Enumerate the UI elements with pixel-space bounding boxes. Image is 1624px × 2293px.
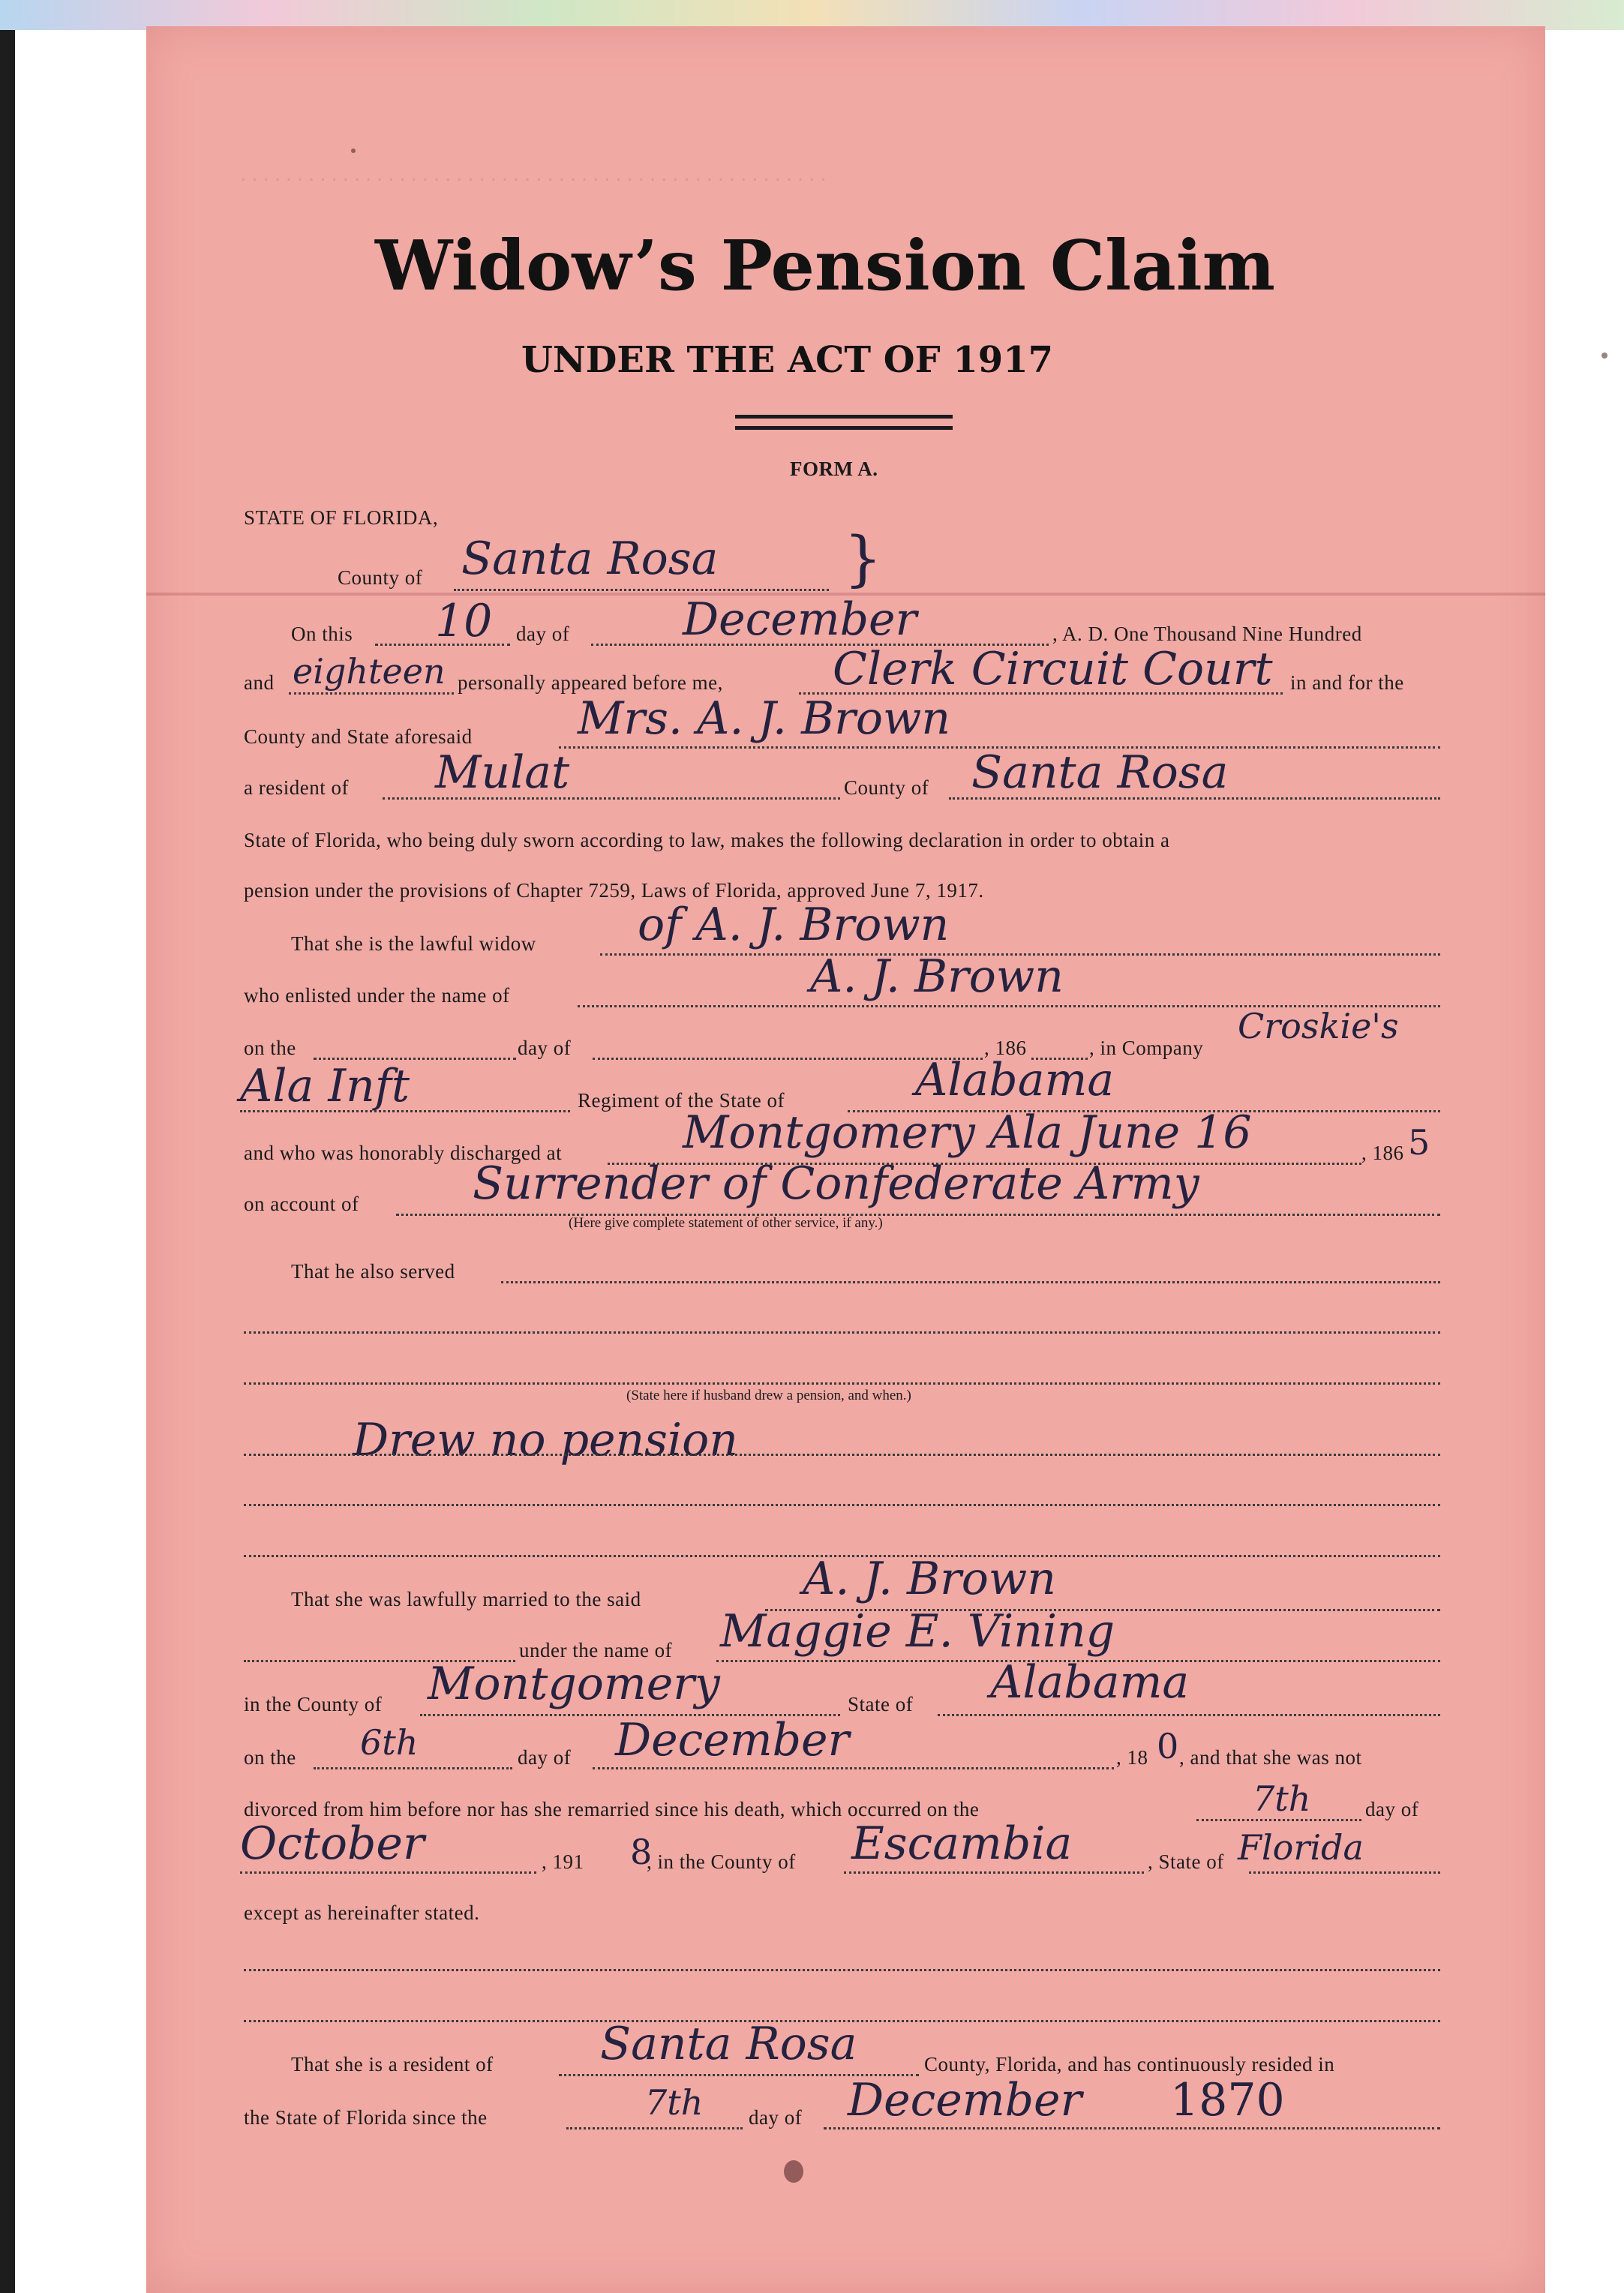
year-word-line — [289, 692, 454, 695]
res-county-handwritten: Santa Rosa — [971, 746, 1229, 799]
since-month-handwritten: December — [848, 2074, 1082, 2126]
since-day-handwritten: 7th — [645, 2082, 704, 2123]
marriage-day-line — [314, 1767, 512, 1769]
ad-label: , A. D. One Thousand Nine Hundred — [1052, 623, 1362, 645]
company-label: , in Company — [1089, 1037, 1204, 1059]
also-served-label: That he also served — [291, 1260, 455, 1283]
town-handwritten: Mulat — [435, 746, 570, 799]
death-day-of-label: day of — [1365, 1798, 1419, 1820]
served-line-3 — [244, 1382, 1440, 1385]
day-handwritten: 10 — [435, 595, 493, 647]
on-the-label: on the — [244, 1037, 296, 1059]
death-county-handwritten: Escambia — [851, 1817, 1073, 1870]
marriage-state-line — [938, 1714, 1440, 1716]
divorced-text: divorced from him before nor has she remarried since his death, which occurred on the — [244, 1798, 980, 1820]
death-county-label: , in the County of — [647, 1850, 796, 1873]
death-month-handwritten: October — [240, 1817, 425, 1870]
aforesaid-label: County and State aforesaid — [244, 725, 473, 748]
enlisted-handwritten: A. J. Brown — [810, 950, 1064, 1003]
regiment-state-handwritten: Alabama — [915, 1054, 1115, 1106]
marriage-state-handwritten: Alabama — [990, 1656, 1190, 1709]
appeared-label: personally appeared before me, — [458, 671, 723, 694]
served-line-1 — [501, 1281, 1440, 1283]
death-year-label: , 191 — [542, 1850, 584, 1873]
day-of-label: day of — [516, 623, 570, 645]
resident-county-handwritten: Santa Rosa — [600, 2018, 857, 2070]
regiment-label: Regiment of the State of — [578, 1089, 785, 1112]
on-this-label: On this — [291, 623, 353, 645]
marriage-state-label: State of — [848, 1693, 914, 1715]
since-day-of-label: day of — [749, 2106, 803, 2129]
pension-line-2 — [244, 1504, 1440, 1506]
marriage-county-handwritten: Montgomery — [428, 1658, 720, 1710]
death-state-label: , State of — [1148, 1850, 1224, 1873]
enlisted-label: who enlisted under the name of — [244, 984, 510, 1007]
pension-line-1 — [244, 1454, 1440, 1456]
discharge-handwritten: Montgomery Ala June 16 — [683, 1106, 1252, 1159]
marriage-day-handwritten: 6th — [360, 1722, 419, 1763]
since-month-line — [824, 2127, 1440, 2129]
married-to-handwritten: A. J. Brown — [803, 1553, 1056, 1605]
sworn-text: State of Florida, who being duly sworn according to law, makes the following declaration in order to obtain a — [244, 829, 1170, 851]
claimant-handwritten: Mrs. A. J. Brown — [578, 692, 950, 745]
in-county-label: in the County of — [244, 1693, 383, 1715]
resident-of-2-label: That she is a resident of — [291, 2053, 494, 2075]
county-florida-label: County, Florida, and has continuously resided in — [924, 2053, 1335, 2075]
pension-note: (State here if husband drew a pension, and when.) — [626, 1388, 911, 1403]
marriage-year-digit: 0 — [1157, 1726, 1179, 1766]
married-on-the-label: on the — [244, 1746, 296, 1769]
state-label: STATE OF FLORIDA, — [244, 506, 439, 529]
year-186-label: , 186 — [984, 1037, 1027, 1059]
in-and-for-label: in and for the — [1290, 671, 1404, 694]
month-handwritten: December — [683, 593, 917, 646]
death-month-line — [240, 1871, 536, 1874]
form-title: Widow’s Pension Claim — [375, 225, 1275, 306]
marriage-month-line — [593, 1767, 1114, 1769]
account-field-line — [396, 1214, 1440, 1216]
marriage-day-of-label: day of — [518, 1746, 572, 1769]
county-handwritten: Santa Rosa — [461, 533, 719, 585]
officer-handwritten: Clerk Circuit Court — [833, 643, 1273, 695]
discharge-year-label: , 186 — [1361, 1142, 1404, 1164]
since-year-handwritten: 1870 — [1170, 2074, 1285, 2126]
on-account-label: on account of — [244, 1193, 359, 1215]
county-field-line — [454, 589, 829, 591]
year-word-handwritten: eighteen — [293, 651, 446, 692]
scan-edge-strip — [0, 0, 1624, 30]
lawful-widow-label: That she is the lawful widow — [291, 932, 536, 955]
pension-answer-handwritten: Drew no pension — [353, 1414, 738, 1466]
county-label: County of — [338, 566, 423, 589]
service-note: (Here give complete statement of other service, if any.) — [569, 1215, 883, 1231]
under-name-label: under the name of — [519, 1639, 673, 1661]
widow-of-handwritten: of A. J. Brown — [638, 899, 950, 951]
ink-dot — [1601, 353, 1607, 359]
pension-law-text: pension under the provisions of Chapter 7259, Laws of Florida, approved June 7, 1917. — [244, 879, 984, 902]
death-county-line — [844, 1871, 1144, 1874]
resident-of-label: a resident of — [244, 776, 349, 799]
and-label: and — [244, 671, 275, 694]
death-day-line — [1196, 1819, 1361, 1821]
death-day-handwritten: 7th — [1253, 1778, 1311, 1819]
title-rule-top — [735, 415, 953, 419]
ink-stain — [784, 2160, 803, 2183]
regiment-handwritten: Ala Inft — [240, 1060, 410, 1112]
paper-speck — [351, 149, 356, 153]
except-text: except as hereinafter stated. — [244, 1901, 480, 1924]
bleed-through-text: · · · · · · · · · · · · · · · · · · · · · · · · · · · · · · · · · · · · · · · · · · · · · · · · · · · · — [240, 169, 827, 191]
regiment-field-line — [240, 1110, 570, 1112]
served-line-2 — [244, 1331, 1440, 1334]
county-of-label: County of — [844, 776, 929, 799]
title-rule-bottom — [735, 426, 953, 430]
not-divorced-label: , and that she was not — [1179, 1746, 1362, 1769]
death-state-handwritten: Florida — [1238, 1827, 1364, 1868]
discharged-label: and who was honorably discharged at — [244, 1142, 563, 1164]
discharge-year-digit: 5 — [1408, 1122, 1430, 1163]
marriage-year-label: , 18 — [1116, 1746, 1148, 1769]
death-year-digit: 8 — [630, 1832, 653, 1872]
death-state-line — [1249, 1871, 1440, 1874]
enlist-day-of-label: day of — [518, 1037, 572, 1059]
marriage-month-handwritten: December — [615, 1714, 850, 1766]
married-label: That she was lawfully married to the said — [291, 1588, 641, 1610]
form-subtitle: UNDER THE ACT OF 1917 — [521, 339, 1053, 381]
company-handwritten: Croskie's — [1238, 1006, 1399, 1046]
discharge-reason-handwritten: Surrender of Confederate Army — [473, 1157, 1199, 1210]
since-the-label: the State of Florida since the — [244, 2106, 488, 2129]
maiden-name-handwritten: Maggie E. Vining — [720, 1605, 1115, 1658]
since-day-line — [566, 2127, 743, 2129]
form-label: FORM A. — [790, 458, 878, 480]
county-brace: } — [844, 524, 882, 593]
except-line-1 — [244, 1969, 1440, 1971]
scan-left-edge — [0, 30, 15, 2293]
